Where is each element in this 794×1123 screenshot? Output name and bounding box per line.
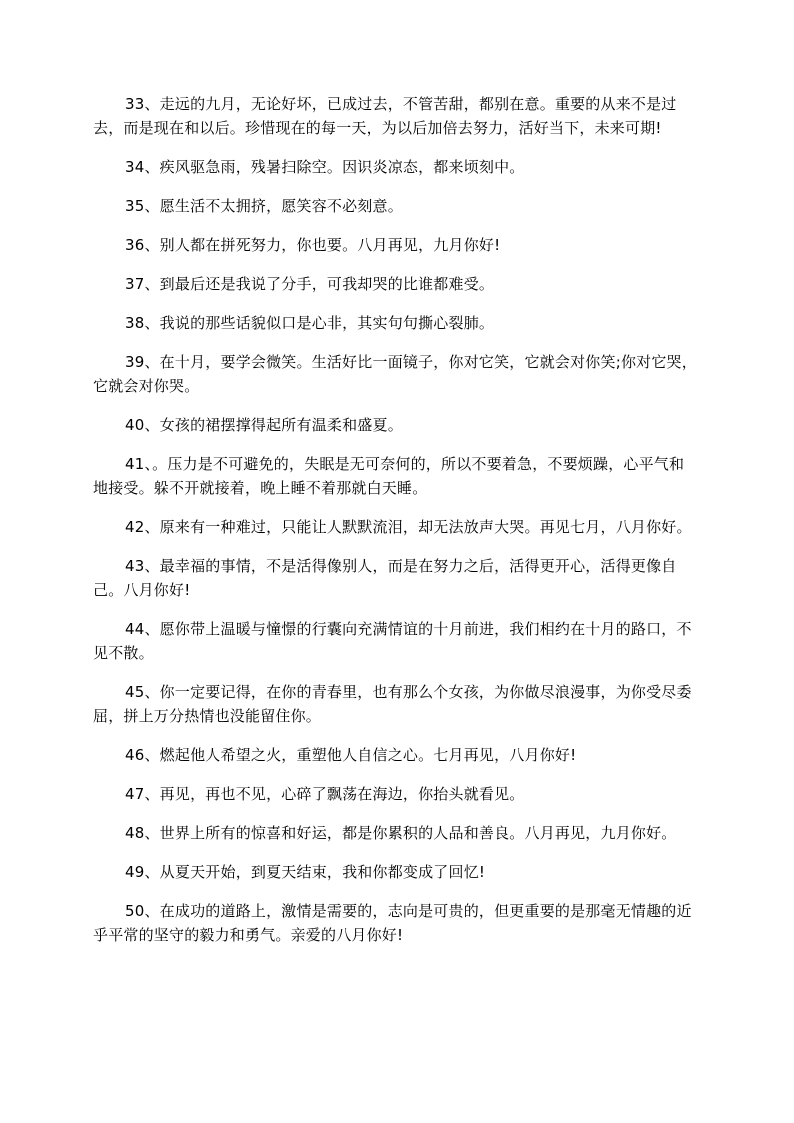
- paragraph-49: 49、从夏天开始，到夏天结束，我和你都变成了回忆!: [125, 863, 486, 881]
- paragraph-47: 47、再见，再也不见，心碎了飘荡在海边，你抬头就看见。: [125, 785, 525, 803]
- paragraph-40: 40、女孩的裙摆撑得起所有温柔和盛夏。: [125, 416, 403, 434]
- document-body: [93, 92, 697, 962]
- paragraph-39: 39、在十月，要学会微笑。生活好比一面镜子，你对它笑，它就会对你笑;你对它哭，它就会对你哭。: [93, 353, 697, 395]
- paragraph-50: 50、在成功的道路上，激情是需要的，志向是可贵的，但更重要的是那毫无情趣的近乎平常的坚守的毅力和勇气。亲爱的八月你好!: [93, 902, 692, 944]
- paragraph-42: 42、原来有一种难过，只能让人默默流泪，却无法放声大哭。再见七月，八月你好。: [125, 518, 692, 536]
- paragraph-46: 46、燃起他人希望之火，重塑他人自信之心。七月再见，八月你好!: [125, 746, 577, 764]
- paragraph-38: 38、我说的那些话貌似口是心非，其实句句撕心裂肺。: [125, 314, 495, 332]
- paragraph-34: 34、疾风驱急雨，残暑扫除空。因识炎凉态，都来顷刻中。: [125, 158, 525, 176]
- paragraph-36: 36、别人都在拼死努力，你也要。八月再见，九月你好!: [125, 236, 501, 254]
- paragraph-35: 35、愿生活不太拥挤，愿笑容不必刻意。: [125, 197, 403, 215]
- paragraph-33: 33、走远的九月，无论好坏，已成过去，不管苦甜，都别在意。重要的从来不是过去，而是现在和以后。珍惜现在的每一天，为以后加倍去努力，活好当下，未来可期!: [93, 95, 677, 137]
- paragraph-43: 43、最幸福的事情，不是活得像别人，而是在努力之后，活得更开心，活得更像自己。八月你好!: [93, 557, 677, 599]
- paragraph-45: 45、你一定要记得，在你的青春里，也有那么个女孩，为你做尽浪漫事，为你受尽委屈，拼上万分热情也没能留住你。: [93, 683, 692, 725]
- paragraph-44: 44、愿你带上温暖与憧憬的行囊向充满情谊的十月前进，我们相约在十月的路口，不见不散。: [93, 620, 692, 662]
- paragraph-41: 41、。压力是不可避免的，失眠是无可奈何的，所以不要着急，不要烦躁，心平气和地接受。躲不开就接着，晚上睡不着那就白天睡。: [93, 455, 685, 497]
- paragraph-37: 37、到最后还是我说了分手，可我却哭的比谁都难受。: [125, 275, 495, 293]
- paragraph-48: 48、世界上所有的惊喜和好运，都是你累积的人品和善良。八月再见，九月你好。: [125, 824, 677, 842]
